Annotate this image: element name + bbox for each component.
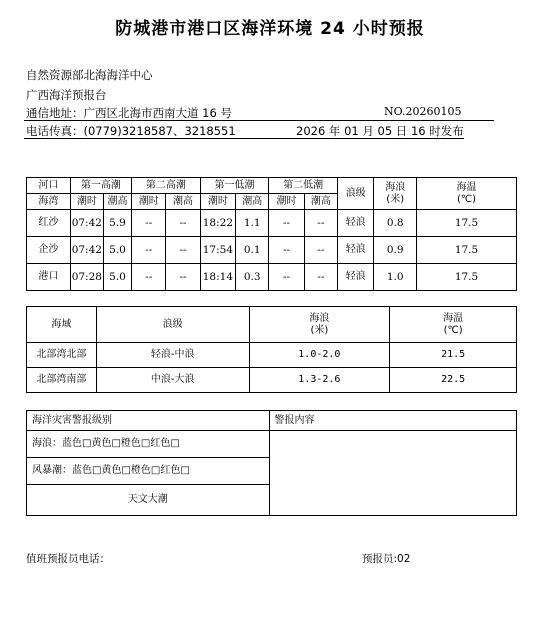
cell: 轻浪 <box>337 264 373 291</box>
document-number: NO.20260105 <box>384 105 462 118</box>
cell: 5.0 <box>103 264 131 291</box>
place-header: 河口 <box>27 178 71 194</box>
table-row <box>27 343 517 368</box>
second-high-tide-header: 第二高潮 <box>132 178 201 194</box>
cell: -- <box>304 237 337 264</box>
cell: -- <box>132 210 166 237</box>
cell: -- <box>269 210 304 237</box>
cell: 0.3 <box>236 264 269 291</box>
tide-height-header: 潮高 <box>103 194 131 210</box>
wave-height-header: 海浪 (米) <box>249 307 390 343</box>
warning-content <box>269 431 516 516</box>
tide-time-header: 潮时 <box>269 194 304 210</box>
area-name: 北部湾北部 <box>27 343 97 368</box>
cell: 17:54 <box>200 237 235 264</box>
cell: 轻浪-中浪 <box>96 343 249 368</box>
sub-org-name: 广西海洋预报台 <box>26 88 107 102</box>
table-row <box>27 368 517 393</box>
cell: -- <box>166 264 200 291</box>
cell: -- <box>304 264 337 291</box>
tide-height-header: 潮高 <box>236 194 269 210</box>
cell: 07:42 <box>70 210 103 237</box>
area-name: 北部湾南部 <box>27 368 97 393</box>
cell: 17.5 <box>417 210 517 237</box>
storm-surge-warning-level: 风暴潮：蓝色□黄色□橙色□红色□ <box>27 458 270 485</box>
tide-table <box>26 177 517 291</box>
cell: 1.3-2.6 <box>249 368 390 393</box>
cell: 5.0 <box>103 237 131 264</box>
duty-forecaster-phone: 值班预报员电话： <box>26 553 110 565</box>
cell: -- <box>269 237 304 264</box>
cell: -- <box>132 237 166 264</box>
table-row <box>27 210 517 237</box>
second-low-tide-header: 第二低潮 <box>269 178 338 194</box>
warning-content-header: 警报内容 <box>269 411 516 431</box>
cell: 轻浪 <box>337 237 373 264</box>
wave-level-header: 浪级 <box>337 178 373 210</box>
tide-time-header: 潮时 <box>70 194 103 210</box>
wave-warning-level: 海浪：蓝色□黄色□橙色□红色□ <box>27 431 270 458</box>
table-row <box>27 264 517 291</box>
page-title: 防城港市港口区海洋环境 24 小时预报 <box>115 19 425 39</box>
place-name: 企沙 <box>27 237 71 264</box>
cell: 0.9 <box>374 237 417 264</box>
cell: 21.5 <box>390 343 517 368</box>
cell: 0.8 <box>374 210 417 237</box>
cell: 1.0 <box>374 264 417 291</box>
cell: 1.0-2.0 <box>249 343 390 368</box>
divider <box>24 138 464 139</box>
sea-area-table <box>26 306 517 393</box>
cell: 18:22 <box>200 210 235 237</box>
cell: 17.5 <box>417 264 517 291</box>
cell: -- <box>166 210 200 237</box>
area-header: 海域 <box>27 307 97 343</box>
cell: 17.5 <box>417 237 517 264</box>
sea-temp-header: 海温 (℃) <box>390 307 517 343</box>
phone-fax: 电话传真：(0779)3218587、3218551 <box>26 124 236 138</box>
cell: -- <box>304 210 337 237</box>
cell: 中浪-大浪 <box>96 368 249 393</box>
cell: 07:42 <box>70 237 103 264</box>
wave-level-header: 浪级 <box>96 307 249 343</box>
tide-height-header: 潮高 <box>304 194 337 210</box>
tide-time-header: 潮时 <box>200 194 235 210</box>
issue-time: 2026 年 01 月 05 日 16 时发布 <box>296 124 464 138</box>
cell: 0.1 <box>236 237 269 264</box>
bay-header: 海湾 <box>27 194 71 210</box>
sea-temp-header: 海温 (℃) <box>417 178 517 210</box>
cell: 18:14 <box>200 264 235 291</box>
address: 通信地址：广西区北海市西南大道 16 号 <box>26 106 232 120</box>
cell: 轻浪 <box>337 210 373 237</box>
first-low-tide-header: 第一低潮 <box>200 178 269 194</box>
org-name: 自然资源部北海海洋中心 <box>26 68 153 82</box>
cell: 07:28 <box>70 264 103 291</box>
table-row <box>27 237 517 264</box>
tide-time-header: 潮时 <box>132 194 166 210</box>
warning-level-header: 海洋灾害警报级别 <box>27 411 270 431</box>
cell: 5.9 <box>103 210 131 237</box>
warning-table <box>26 410 517 516</box>
cell: -- <box>269 264 304 291</box>
divider <box>24 120 494 121</box>
first-high-tide-header: 第一高潮 <box>70 178 131 194</box>
cell: -- <box>132 264 166 291</box>
cell: 1.1 <box>236 210 269 237</box>
tide-height-header: 潮高 <box>166 194 200 210</box>
cell: 22.5 <box>390 368 517 393</box>
forecaster-id: 预报员:02 <box>362 553 411 565</box>
astronomical-tide: 天文大潮 <box>27 485 270 516</box>
cell: -- <box>166 237 200 264</box>
wave-height-header: 海浪 (米) <box>374 178 417 210</box>
place-name: 红沙 <box>27 210 71 237</box>
place-name: 港口 <box>27 264 71 291</box>
